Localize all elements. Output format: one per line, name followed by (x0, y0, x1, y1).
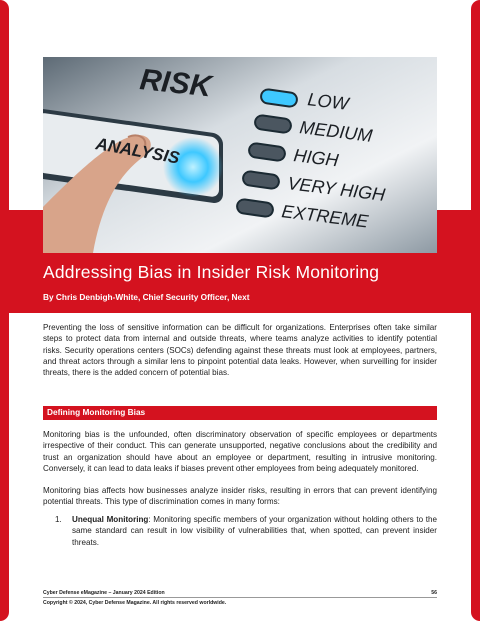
footer-page-number: 56 (431, 590, 437, 596)
section-title: Defining Monitoring Bias (47, 407, 146, 417)
article-title: Addressing Bias in Insider Risk Monitoring (43, 262, 380, 282)
hero-image (43, 57, 437, 253)
level-medium-text: MEDIUM (298, 117, 374, 146)
risk-panel-illustration (43, 57, 437, 253)
forms-paragraph: Monitoring bias affects how businesses analyze insider risks, resulting in errors that can prevent identifying potential threats. This type of discrimination comes in many forms: (43, 486, 437, 507)
intro-paragraph: Preventing the loss of sensitive information can be difficult for organizations. Enterprises often take similar steps to protect data from internal and outside threats, where teams analyze activities to identify potential risks. Security operations centers (SOCs) defending against these threats must look at employees, partners, and threat actors through a similar lens to pinpoint potential data leaks. However, when surveilling for insider threats, there is the added concern of potential bias. (43, 323, 437, 378)
list-item-number: 1. (55, 515, 62, 524)
footer-magazine-edition: Cyber Defense eMagazine – January 2024 Edition (43, 590, 165, 596)
list-item (55, 514, 437, 548)
level-high-text: HIGH (292, 145, 340, 171)
definition-paragraph: Monitoring bias is the unfounded, often discriminatory observation of specific employees or departments irrespective of their conduct. This can generate unsupported, negative conclusions about the credibility and trust an organization should have about an employee or department, resulting in intrusive monitoring. Conversely, it can lead to data leaks if biases prevent other employees from being adequately monitored. (43, 430, 437, 473)
level-extreme-text: EXTREME (280, 201, 370, 232)
article-byline: By Chris Denbigh-White, Chief Security Officer, Next (43, 292, 250, 302)
list-item-text: : Monitoring specific members of your organization without holding others to the same standard can result in low visibility of vulnerabilities that, when spotted, can prevent insider threats. (72, 515, 437, 547)
level-very-high-text: VERY HIGH (286, 173, 387, 205)
footer-copyright: Copyright © 2024, Cyber Defense Magazine. All rights reserved worldwide. (43, 600, 227, 606)
bias-forms-list (55, 514, 437, 548)
footer-divider (43, 597, 437, 598)
level-low-text: LOW (306, 89, 350, 114)
analysis-button-text: ANALYSIS (94, 134, 182, 168)
list-item-term: Unequal Monitoring (72, 515, 149, 524)
risk-sign-text: RISK (138, 63, 214, 104)
